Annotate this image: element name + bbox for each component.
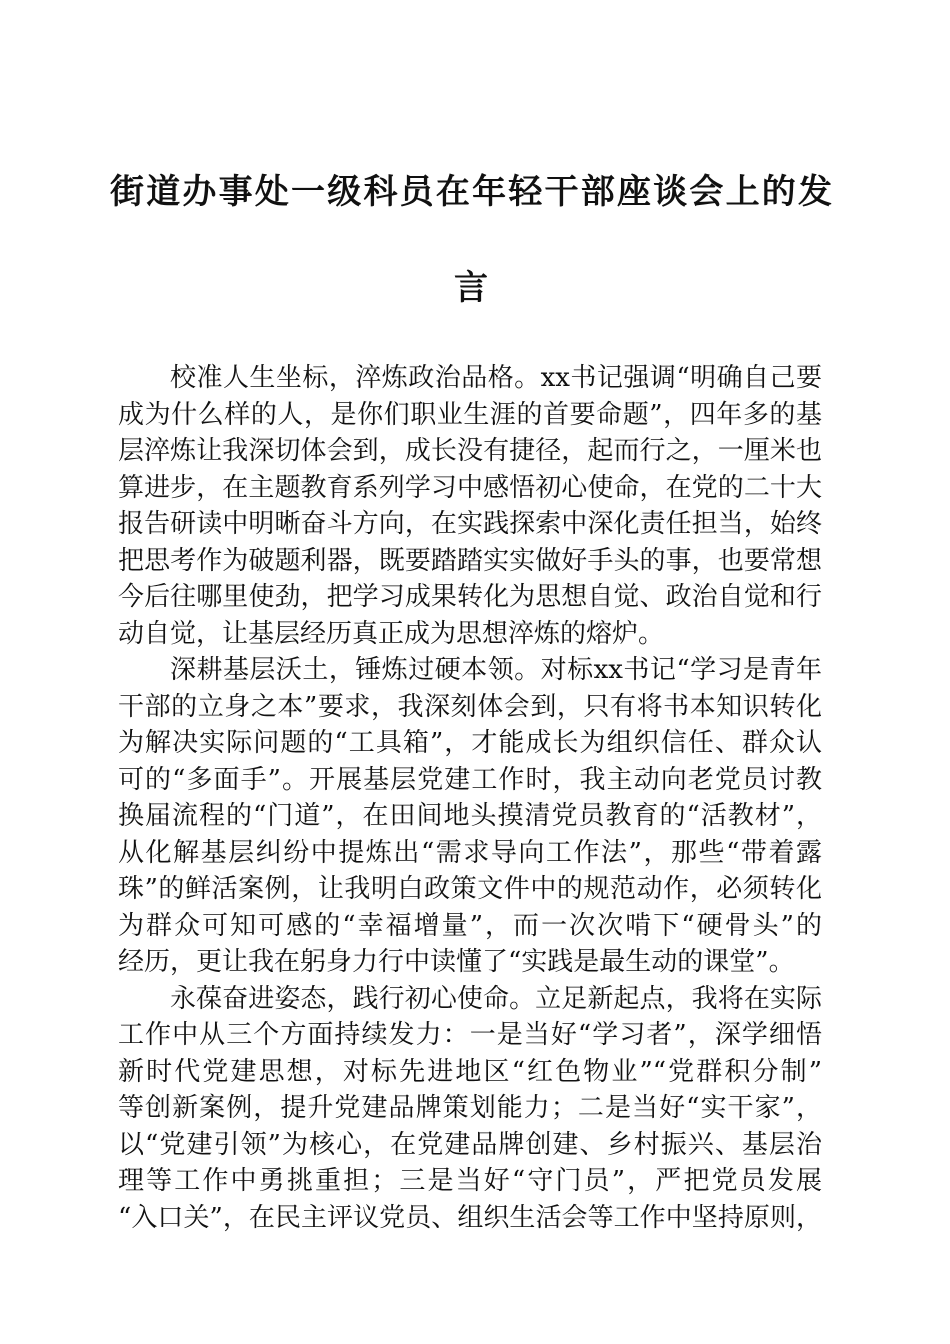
document-title-line-2: 言 xyxy=(454,268,488,308)
paragraph xyxy=(118,652,822,981)
paragraph-line: 把思考作为破题利器，既要踏踏实实做好手头的事，也要常想 xyxy=(118,545,822,576)
paragraph-line: 报告研读中明晰奋斗方向，在实践探索中深化责任担当，始终 xyxy=(118,509,822,539)
paragraph-line: 为群众可知可感的“幸福增量”，而一次次啃下“硬骨头”的 xyxy=(118,910,822,941)
paragraph-line: 永葆奋进姿态，践行初心使命。立足新起点，我将在实际 xyxy=(170,983,822,1014)
paragraph-line: 等创新案例，提升党建品牌策划能力；二是当好“实干家”， xyxy=(118,1093,822,1123)
paragraph-line: 换届流程的“门道”，在田间地头摸清党员教育的“活教材”， xyxy=(118,801,822,831)
paragraph-line: 校准人生坐标，淬炼政治品格。xx书记强调“明确自己要 xyxy=(170,363,822,393)
paragraph-line: 工作中从三个方面持续发力：一是当好“学习者”，深学细悟 xyxy=(118,1020,822,1050)
paragraph-line: 为解决实际问题的“工具箱”，才能成长为组织信任、群众认 xyxy=(118,728,822,758)
document-body xyxy=(118,360,822,1236)
paragraph-line: 干部的立身之本”要求，我深刻体会到，只有将书本知识转化 xyxy=(118,691,822,722)
paragraph-line: 今后往哪里使劲，把学习成果转化为思想自觉、政治自觉和行 xyxy=(118,582,822,612)
paragraph-line: “入口关”，在民主评议党员、组织生活会等工作中坚持原则， xyxy=(118,1202,822,1233)
paragraph xyxy=(118,360,822,652)
paragraph xyxy=(118,981,822,1237)
paragraph-line: 成为什么样的人，是你们职业生涯的首要命题”，四年多的基 xyxy=(118,399,822,430)
paragraph-line: 以“党建引领”为核心，在党建品牌创建、乡村振兴、基层治 xyxy=(118,1129,822,1160)
paragraph-line: 理等工作中勇挑重担；三是当好“守门员”，严把党员发展 xyxy=(118,1166,822,1196)
paragraph-line: 经历，更让我在躬身力行中读懂了“实践是最生动的课堂”。 xyxy=(118,947,795,977)
paragraph-line: 珠”的鲜活案例，让我明白政策文件中的规范动作，必须转化 xyxy=(118,874,822,904)
paragraph-line: 深耕基层沃土，锤炼过硬本领。对标xx书记“学习是青年 xyxy=(170,655,822,685)
paragraph-line: 从化解基层纠纷中提炼出“需求导向工作法”，那些“带着露 xyxy=(118,837,822,868)
paragraph-line: 可的“多面手”。开展基层党建工作时，我主动向老党员讨教 xyxy=(118,764,822,795)
paragraph-line: 算进步，在主题教育系列学习中感悟初心使命，在党的二十大 xyxy=(118,472,822,503)
paragraph-line: 新时代党建思想，对标先进地区“红色物业”“党群积分制” xyxy=(118,1056,822,1087)
document-title-line-1: 街道办事处一级科员在年轻干部座谈会上的发 xyxy=(110,172,832,212)
paragraph-line: 动自觉，让基层经历真正成为思想淬炼的熔炉。 xyxy=(118,618,665,649)
paragraph-line: 层淬炼让我深切体会到，成长没有捷径，起而行之，一厘米也 xyxy=(118,436,822,466)
